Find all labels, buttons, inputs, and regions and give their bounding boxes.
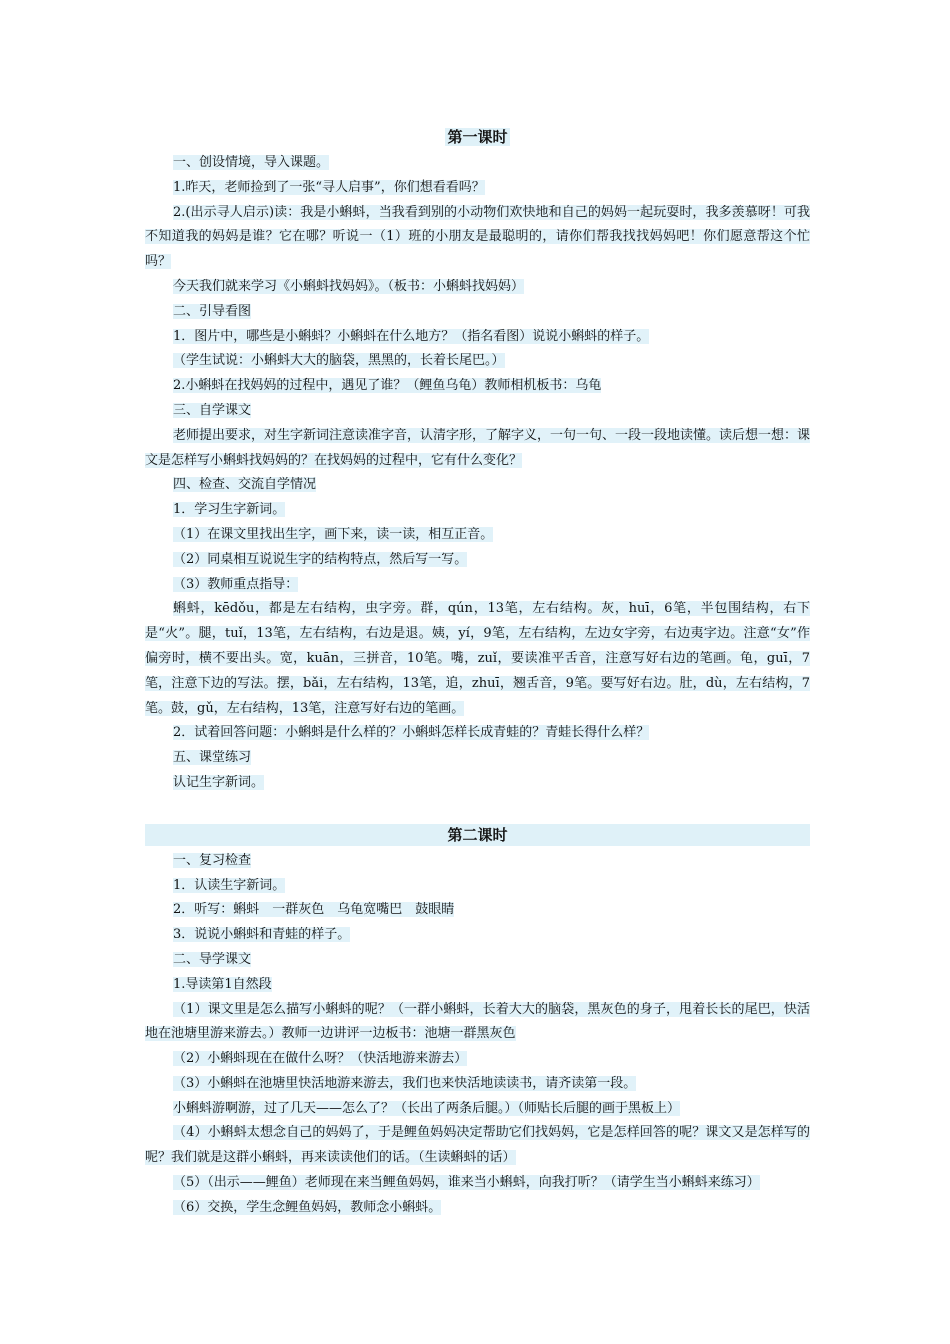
lesson1-paragraph <box>145 349 810 374</box>
lesson1-paragraph-text: 1．图片中，哪些是小蝌蚪？小蝌蚪在什么地方？（指名看图）说说小蝌蚪的样子。 <box>173 328 650 344</box>
lesson1-paragraph-text: 二、引导看图 <box>173 303 252 319</box>
lesson1-paragraph-text: （1）在课文里找出生字，画下来，读一读，相互正音。 <box>173 526 494 542</box>
lesson1-paragraph-text: 老师提出要求，对生字新词注意读准字音，认清字形，了解字义，一句一句、一段一段地读懂。读后想一想：课文是怎样写小蝌蚪找妈妈的？在找妈妈的过程中，它有什么变化？ <box>145 427 811 468</box>
lesson1-paragraph-text: 蝌蚪，kēdǒu，都是左右结构，虫字旁。群，qún，13笔，左右结构。灰，huī，6笔，半包围结构，右下是“火”。腿，tuǐ，13笔，左右结构，右边是退。姨，yí，9笔，左右结构，左边女字旁，右边夷字边。注意“女”作偏旁时，横不要出头。宽，kuān，三拼音，10笔。嘴，zuǐ，要读准平舌音，注意写好右边的笔画。龟，guī，7笔，注意下边的写法。摆，bǎi，左右结构，13笔，追，zhuī，翘舌音，9笔。要写好右边。肚，dù，左右结构，7笔。鼓，gǔ，左右结构，13笔，注意写好右边的笔画。 <box>145 601 811 716</box>
lesson2-paragraph-text: 3．说说小蝌蚪和青蛙的样子。 <box>173 927 351 943</box>
lesson1-paragraph <box>145 374 810 399</box>
lesson2-paragraph <box>145 874 810 899</box>
lesson2-paragraph <box>145 1171 810 1196</box>
lesson2-paragraph <box>145 1121 810 1171</box>
lesson2-paragraph <box>145 849 810 874</box>
lesson1-paragraph-text: （学生试说：小蝌蚪大大的脑袋，黑黑的，长着长尾巴。） <box>173 353 505 369</box>
lesson2-paragraph <box>145 923 810 948</box>
lesson1-paragraph-text: （3）教师重点指导： <box>173 576 299 592</box>
lesson1-paragraph-text: 2．试着回答问题：小蝌蚪是什么样的？小蝌蚪怎样长成青蛙的？青蛙长得什么样？ <box>173 725 650 741</box>
lesson2-title <box>145 824 810 846</box>
lesson1-paragraph <box>145 746 810 771</box>
lesson2-paragraph-text: 1.导读第1自然段 <box>173 976 272 992</box>
lesson1-paragraph <box>145 300 810 325</box>
lesson2-paragraph-text: 一、复习检查 <box>173 852 252 868</box>
lesson1-paragraph <box>145 424 810 474</box>
lesson1-paragraph <box>145 573 810 598</box>
lesson1-paragraph-text: 2.小蝌蚪在找妈妈的过程中，遇见了谁？（鲤鱼乌龟）教师相机板书：乌龟 <box>173 378 602 394</box>
lesson1-paragraph <box>145 176 810 201</box>
lesson1-paragraph-text: 五、课堂练习 <box>173 750 252 766</box>
lesson1-paragraph-text: 1．学习生字新词。 <box>173 502 286 518</box>
lesson1-paragraph <box>145 473 810 498</box>
lesson2-paragraph <box>145 1196 810 1221</box>
lesson1-paragraph-text: 2.(出示寻人启示)读：我是小蝌蚪，当我看到别的小动物们欢快地和自己的妈妈一起玩耍时，我多羡慕呀！可我不知道我的妈妈是谁？它在哪？听说一（1）班的小朋友是最聪明的，请你们帮我找找妈妈吧！你们愿意帮这个忙吗？ <box>145 204 810 270</box>
lesson2-paragraph-text: （3）小蝌蚪在池塘里快活地游来游去，我们也来快活地读读书，请齐读第一段。 <box>173 1075 637 1091</box>
lesson1-paragraph <box>145 325 810 350</box>
lesson2-paragraph-text: （4）小蝌蚪太想念自己的妈妈了，于是鲤鱼妈妈决定帮助它们找妈妈，它是怎样回答的呢？课文又是怎样写的呢？我们就是这群小蝌蚪，再来读读他们的话。（生读蝌蚪的话） <box>145 1125 810 1166</box>
lesson1-paragraph <box>145 523 810 548</box>
lesson1-paragraph-text: 三、自学课文 <box>173 402 252 418</box>
lesson2-paragraph <box>145 998 810 1048</box>
lesson1-paragraph <box>145 151 810 176</box>
lesson2-body <box>145 849 810 1221</box>
lesson2-paragraph-text: （1）课文里是怎么描写小蝌蚪的呢？（一群小蝌蚪，长着大大的脑袋，黑灰色的身子，甩着长长的尾巴，快活地在池塘里游来游去。）教师一边讲评一边板书：池塘一群黑灰色 <box>145 1001 810 1042</box>
lesson1-paragraph <box>145 498 810 523</box>
lesson2-paragraph-text: 二、导学课文 <box>173 951 252 967</box>
lesson1-paragraph <box>145 201 810 275</box>
lesson1-paragraph <box>145 771 810 796</box>
lesson2-paragraph-text: （5）（出示——鲤鱼）老师现在来当鲤鱼妈妈，谁来当小蝌蚪，向我打听？（请学生当小蝌蚪来练习） <box>173 1175 760 1191</box>
lesson1-paragraph-text: 四、检查、交流自学情况 <box>173 477 317 493</box>
lesson2-title-text: 第二课时 <box>145 824 810 846</box>
document-content <box>145 126 810 1221</box>
lesson1-paragraph <box>145 548 810 573</box>
lesson2-paragraph-text: （6）交换，学生念鲤鱼妈妈，教师念小蝌蚪。 <box>173 1199 442 1215</box>
lesson1-paragraph-text: 1.昨天，老师捡到了一张“寻人启事”，你们想看看吗？ <box>173 179 485 195</box>
lesson1-body <box>145 151 810 796</box>
lesson2-paragraph <box>145 1097 810 1122</box>
lesson1-title <box>145 126 810 148</box>
lesson1-paragraph <box>145 399 810 424</box>
lesson2-paragraph-text: 1．认读生字新词。 <box>173 877 286 893</box>
lesson2-paragraph-text: 小蝌蚪游啊游，过了几天——怎么了？（长出了两条后腿。）（师贴长后腿的画于黑板上） <box>173 1100 681 1116</box>
lesson1-paragraph-text: 认记生字新词。 <box>173 774 265 790</box>
lesson2-paragraph-text: （2）小蝌蚪现在在做什么呀？（快活地游来游去） <box>173 1051 468 1067</box>
lesson1-paragraph <box>145 275 810 300</box>
lesson1-paragraph <box>145 721 810 746</box>
lesson2-paragraph <box>145 973 810 998</box>
lesson1-paragraph-text: 今天我们就来学习《小蝌蚪找妈妈》。（板书：小蝌蚪找妈妈） <box>173 278 525 294</box>
lesson2-paragraph <box>145 1072 810 1097</box>
lesson2-paragraph <box>145 1047 810 1072</box>
lesson1-paragraph-text: （2）同桌相互说说生字的结构特点，然后写一写。 <box>173 551 468 567</box>
lesson1-title-text: 第一课时 <box>447 128 508 146</box>
lesson2-paragraph <box>145 948 810 973</box>
lesson2-paragraph <box>145 898 810 923</box>
lesson1-paragraph-text: 一、创设情境，导入课题。 <box>173 155 330 170</box>
lesson2-paragraph-text: 2．听写：蝌蚪 一群灰色 乌龟宽嘴巴 鼓眼睛 <box>173 902 455 918</box>
lesson1-paragraph <box>145 597 810 721</box>
